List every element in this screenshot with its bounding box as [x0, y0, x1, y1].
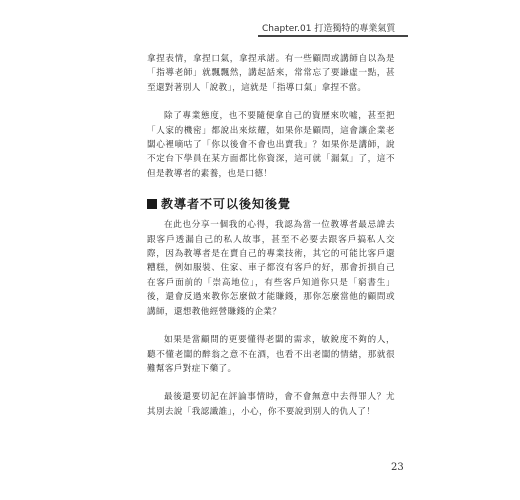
section-heading-text: 教導者不可以後知後覺: [161, 197, 292, 212]
page-body: [147, 52, 395, 433]
square-bullet-icon: [147, 199, 157, 209]
chapter-title: Chapter.01 打造獨特的專業氣質: [262, 24, 396, 34]
page-number: 23: [391, 462, 404, 473]
running-header: [258, 20, 408, 38]
body-paragraph: 在此也分享一個我的心得，我認為當一位教導者最忌諱去跟客戶透漏自己的私人故事，甚至不必要去跟客戶搞私人交際，因為教導者是在賣自己的專業技術，其它的可能比客戶還糟糕，例如服裝、住家、車子都沒有客戶的好，那會折損自己在客戶面前的「崇高地位」，有些客戶知道你只是「窮書生」後，還會反過來教你怎麼做才能賺錢，那你怎麼當他的顧問或講師，還想教他經營賺錢的企業？: [147, 220, 395, 317]
body-paragraph: 最後還要切記在評論事情時，會不會無意中去得罪人？尤其別去說「我認識誰」，小心，你不要說到別人的仇人了！: [147, 392, 395, 417]
body-paragraph: 除了專業態度，也不要隨便拿自己的資歷來吹噓，甚至把「人家的機密」都說出來炫耀，如果你是顧問，這會讓企業老闆心裡嘀咕了「你以後會不會也出賣我」？如果你是講師，說不定台下學員在某方面都比你資深，這可就「漏氣」了，這不但是教導者的素養，也是口德！: [147, 111, 395, 179]
body-paragraph: 拿捏表情，拿捏口氣，拿捏承諾。有一些顧問或講師自以為是「指導老師」就飄飄然，講起話來，常常忘了要謙虛一點，甚至還對著別人「說教」，這就是「指導口氣」拿捏不當。: [147, 54, 395, 93]
header-rule: [258, 35, 408, 37]
section-heading: [147, 195, 395, 212]
body-paragraph: 如果是當顧問的更要懂得老闆的需求，敏銳度不夠的人，聽不懂老闆的醉翁之意不在酒，也看不出老闆的情緒，那就很難幫客戶對症下藥了。: [147, 335, 395, 374]
